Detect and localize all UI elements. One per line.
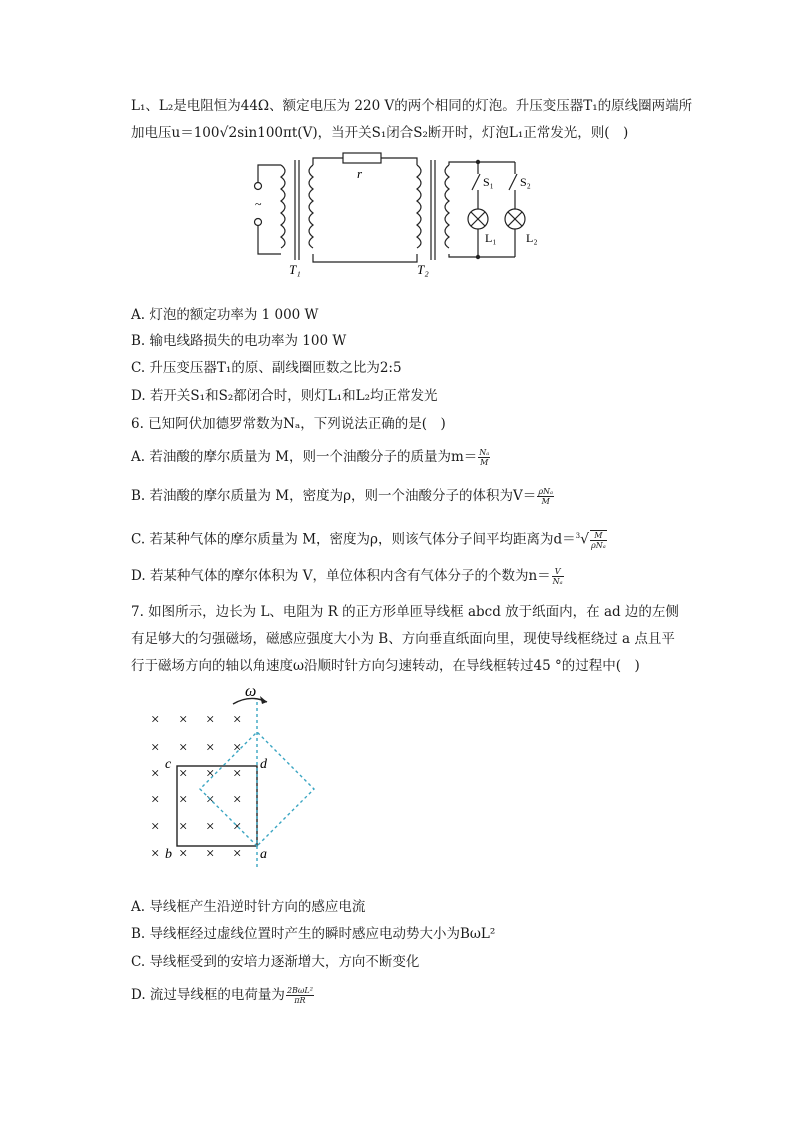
q5-option-b: B. 输电线路损失的电功率为 100 W (131, 333, 347, 349)
q7-option-a: A. 导线框产生沿逆时针方向的感应电流 (131, 899, 366, 915)
q5-stem-line2 (131, 123, 628, 143)
field-cross-icon: × (233, 846, 242, 862)
field-cross-icon: × (233, 819, 242, 835)
q6-option-c (131, 526, 607, 550)
corner-d-label: d (260, 757, 267, 772)
ac-terminal-bottom (255, 219, 262, 226)
q7-option-d-text: D. 流过导线框的电荷量为 (131, 987, 285, 1003)
q6-option-d (131, 566, 564, 586)
q6-stem: 6. 已知阿伏加德罗常数为Nₐ，下列说法正确的是( ) (131, 416, 446, 432)
fraction-numerator: 2BωL² (286, 986, 313, 995)
field-cross-icon: × (233, 740, 242, 756)
cube-root-index: 3 (575, 532, 581, 540)
t2-secondary-coil (445, 165, 449, 248)
field-cross-icon: × (151, 740, 160, 756)
sqrt2-symbol: √2 (219, 125, 238, 141)
fraction-numerator: M (590, 531, 607, 541)
fraction-denominator: M (480, 458, 489, 467)
field-cross-icon: × (206, 712, 215, 728)
ac-terminal-top (255, 183, 262, 190)
magnetic-field-figure (145, 682, 325, 872)
field-cross-icon: × (233, 766, 242, 782)
resistor-r (343, 153, 381, 163)
q5-option-a: A. 灯泡的额定功率为 1 000 W (131, 307, 319, 323)
q6-option-d-fraction (552, 567, 564, 586)
field-crosses (151, 712, 241, 862)
q6-option-b-fraction (537, 487, 554, 506)
fraction-numerator: V (552, 567, 564, 577)
t1-primary-coil (281, 165, 285, 248)
field-cross-icon: × (233, 712, 242, 728)
fraction-numerator: ρNₐ (538, 487, 554, 496)
t1-secondary-coil (309, 165, 313, 248)
ac-source-label: ~ (255, 197, 262, 211)
circuit-diagram (245, 150, 555, 280)
corner-c-label: c (165, 757, 172, 772)
field-cross-icon: × (206, 846, 215, 862)
field-cross-icon: × (179, 846, 188, 862)
t2-label: T₂ (417, 262, 429, 277)
q5-stem-part-a: 加电压u＝100 (131, 125, 220, 141)
q6-option-b-text: B. 若油酸的摩尔质量为 M，密度为ρ，则一个油酸分子的体积为V＝ (131, 488, 537, 504)
junction-bottom (476, 255, 480, 259)
field-cross-icon: × (179, 819, 188, 835)
fraction-denominator: πR (294, 996, 306, 1005)
q6-option-d-text: D. 若某种气体的摩尔体积为 V，单位体积内含有气体分子的个数为n＝ (131, 568, 551, 584)
s1-label: S₁ (483, 175, 494, 189)
switch-s2 (509, 174, 517, 190)
field-cross-icon: × (179, 712, 188, 728)
t1-label: T₁ (289, 262, 301, 277)
q6-option-b (131, 486, 554, 506)
q5-stem-part-b: sin100πt(V)，当开关S₁闭合S₂断开时，灯泡L₁正常发光，则( ) (237, 125, 629, 141)
q6-option-a (131, 447, 490, 467)
q5-option-c: C. 升压变压器T₁的原、副线圈匝数之比为2:5 (131, 360, 402, 376)
field-cross-icon: × (151, 766, 160, 782)
field-cross-icon: × (151, 846, 160, 862)
corner-a-label: a (260, 847, 267, 862)
q7-option-d (131, 985, 314, 1005)
q7-stem-line2: 有足够大的匀强磁场，磁感应强度大小为 B、方向垂直纸面向里，现使导线框绕过 a 点且平 (131, 631, 675, 647)
field-cross-icon: × (151, 819, 160, 835)
q5-stem-line1: L₁、L₂是电阻恒为44Ω、额定电压为 220 V的两个相同的灯泡。升压变压器T₁的原线圈两端所 (131, 98, 693, 114)
radical-sign: √ (580, 531, 590, 548)
fraction-denominator: M (541, 497, 550, 506)
corner-b-label: b (165, 847, 172, 862)
q6-option-a-fraction (478, 448, 490, 467)
field-cross-icon: × (179, 766, 188, 782)
q6-option-c-text: C. 若某种气体的摩尔质量为 M，密度为ρ，则该气体分子间平均距离为d＝ (131, 531, 576, 548)
l1-label: L₁ (485, 231, 497, 245)
q7-option-c: C. 导线框受到的安培力逐渐增大，方向不断变化 (131, 954, 420, 970)
q5-option-d: D. 若开关S₁和S₂都闭合时，则灯L₁和L₂均正常发光 (131, 388, 438, 404)
t2-primary-coil (417, 165, 421, 248)
q7-stem-line3: 行于磁场方向的轴以角速度ω沿顺时针方向匀速转动，在导线框转过45 °的过程中( ) (131, 658, 640, 674)
field-cross-icon: × (206, 819, 215, 835)
field-cross-icon: × (206, 792, 215, 808)
resistor-label: r (357, 166, 363, 181)
q7-stem-line1: 7. 如图所示，边长为 L、电阻为 R 的正方形单匝导线框 abcd 放于纸面内，在 ad 边的左侧 (131, 604, 679, 620)
l2-label: L₂ (526, 231, 538, 245)
fraction-denominator: Nₐ (552, 577, 563, 586)
junction-top (476, 160, 480, 164)
field-cross-icon: × (233, 792, 242, 808)
fraction-denominator: ρNₐ (591, 541, 606, 550)
field-cross-icon: × (206, 740, 215, 756)
q6-option-a-text: A. 若油酸的摩尔质量为 M，则一个油酸分子的质量为m＝ (131, 449, 478, 465)
field-cross-icon: × (179, 740, 188, 756)
field-cross-icon: × (151, 712, 160, 728)
s2-label: S₂ (520, 175, 531, 189)
field-cross-icon: × (179, 792, 188, 808)
q7-option-d-fraction (286, 986, 314, 1005)
field-cross-icon: × (151, 792, 160, 808)
arrowhead-icon (260, 696, 267, 704)
switch-s1 (472, 174, 480, 190)
omega-label: ω (245, 683, 257, 700)
field-cross-icon: × (206, 766, 215, 782)
q6-option-c-fraction (590, 530, 607, 550)
fraction-numerator: Nₐ (479, 448, 490, 457)
q7-option-b: B. 导线框经过虚线位置时产生的瞬时感应电动势大小为BωL² (131, 926, 496, 942)
